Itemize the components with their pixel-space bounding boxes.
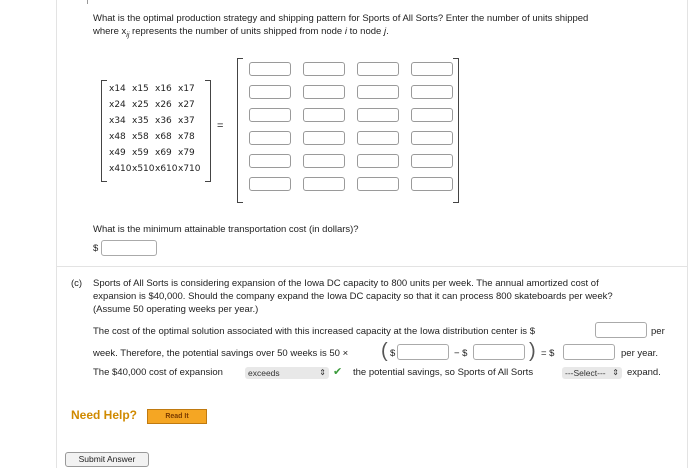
var-row-4: x48 x58 x68 x78: [109, 132, 195, 142]
after-select-text: the potential savings, so Sports of All Sorts: [353, 367, 534, 378]
expand-label: expand.: [627, 367, 661, 378]
right-bracket: [205, 80, 211, 182]
answer-cell-x36[interactable]: [357, 108, 399, 122]
min-cost-input[interactable]: [101, 240, 157, 256]
min-cost-prompt: What is the minimum attainable transportation cost (in dollars)?: [93, 224, 359, 235]
answer-cell-x79[interactable]: [411, 154, 453, 168]
answer-cell-x78[interactable]: [411, 131, 453, 145]
question-line-2: where $x_{ij}$ represents the number of units shipped from node i to node j.: [93, 26, 389, 39]
right-paren: ): [529, 340, 536, 362]
answer-cell-x25[interactable]: [303, 85, 345, 99]
left-bracket: [101, 80, 107, 182]
answer-cell-x610[interactable]: [357, 177, 399, 191]
expansion-line: The $40,000 cost of expansion: [93, 367, 223, 378]
part-c-text-2: expansion is $40,000. Should the company expand the Iowa DC capacity so that it can process 800 skateboards per week?: [93, 291, 613, 302]
answer-cell-x15[interactable]: [303, 62, 345, 76]
savings-input[interactable]: [563, 344, 615, 360]
variable-matrix: [101, 80, 211, 180]
answer-cell-x17[interactable]: [411, 62, 453, 76]
decision-select[interactable]: ---Select--- ⇕: [562, 367, 622, 379]
part-c-text-3: (Assume 50 operating weeks per year.): [93, 304, 259, 315]
question-text: [93, 12, 663, 42]
var-row-2: x24 x25 x26 x27: [109, 100, 195, 110]
answer-cell-x37[interactable]: [411, 108, 453, 122]
old-cost-input[interactable]: [397, 344, 449, 360]
select-caret-icon: ⇕: [612, 368, 619, 377]
answer-cell-x49[interactable]: [249, 154, 291, 168]
week-line: week. Therefore, the potential savings over 50 weeks is 50 ×: [93, 348, 349, 359]
var-row-1: x14 x15 x16 x17: [109, 84, 195, 94]
answer-cell-x510[interactable]: [303, 177, 345, 191]
left-paren: (: [381, 340, 388, 362]
answer-cell-x710[interactable]: [411, 177, 453, 191]
dollar-1: $: [390, 348, 396, 359]
answer-cell-x34[interactable]: [249, 108, 291, 122]
var-row-5: x49 x59 x69 x79: [109, 148, 195, 158]
answer-cell-x68[interactable]: [357, 131, 399, 145]
equals-dollar: = $: [541, 348, 555, 359]
read-it-button[interactable]: Read It: [147, 409, 207, 424]
answer-right-bracket: [453, 58, 459, 203]
answer-cell-x27[interactable]: [411, 85, 453, 99]
answer-cell-x410[interactable]: [249, 177, 291, 191]
section-divider: [57, 266, 687, 267]
subtract-cost-input[interactable]: [473, 344, 525, 360]
min-cost-currency: $: [93, 243, 99, 254]
select-caret-icon: ⇕: [319, 368, 326, 377]
check-icon: ✔: [333, 366, 343, 378]
part-c-text-1: Sports of All Sorts is considering expansion of the Iowa DC capacity to 800 units per week. The annual amortized cost of: [93, 278, 599, 289]
cost-line: The cost of the optimal solution associated with this increased capacity at the Iowa distribution center is $: [93, 326, 535, 337]
minus-dollar: − $: [454, 348, 468, 359]
answer-cell-x16[interactable]: [357, 62, 399, 76]
part-c-label: (c): [71, 278, 83, 289]
answer-cell-x48[interactable]: [249, 131, 291, 145]
var-row-6: x410x510x610x710: [109, 164, 201, 174]
per-label: per: [651, 326, 665, 337]
answer-cell-x26[interactable]: [357, 85, 399, 99]
new-cost-input[interactable]: [595, 322, 647, 338]
answer-left-bracket: [237, 58, 243, 203]
answer-cell-x69[interactable]: [357, 154, 399, 168]
comparison-select[interactable]: exceeds ⇕: [245, 367, 329, 379]
per-year-label: per year.: [621, 348, 658, 359]
answer-cell-x14[interactable]: [249, 62, 291, 76]
answer-cell-x59[interactable]: [303, 154, 345, 168]
answer-cell-x35[interactable]: [303, 108, 345, 122]
question-line-1: What is the optimal production strategy and shipping pattern for Sports of All Sorts? Enter the number of units shipped: [93, 13, 589, 24]
answer-cell-x58[interactable]: [303, 131, 345, 145]
answer-cell-x24[interactable]: [249, 85, 291, 99]
need-help-label: Need Help?: [71, 408, 138, 422]
submit-answer-button[interactable]: Submit Answer: [65, 452, 149, 467]
divider-tick: [87, 0, 88, 4]
equals-sign: =: [217, 120, 224, 132]
var-row-3: x34 x35 x36 x37: [109, 116, 195, 126]
question-panel: [56, 0, 688, 468]
